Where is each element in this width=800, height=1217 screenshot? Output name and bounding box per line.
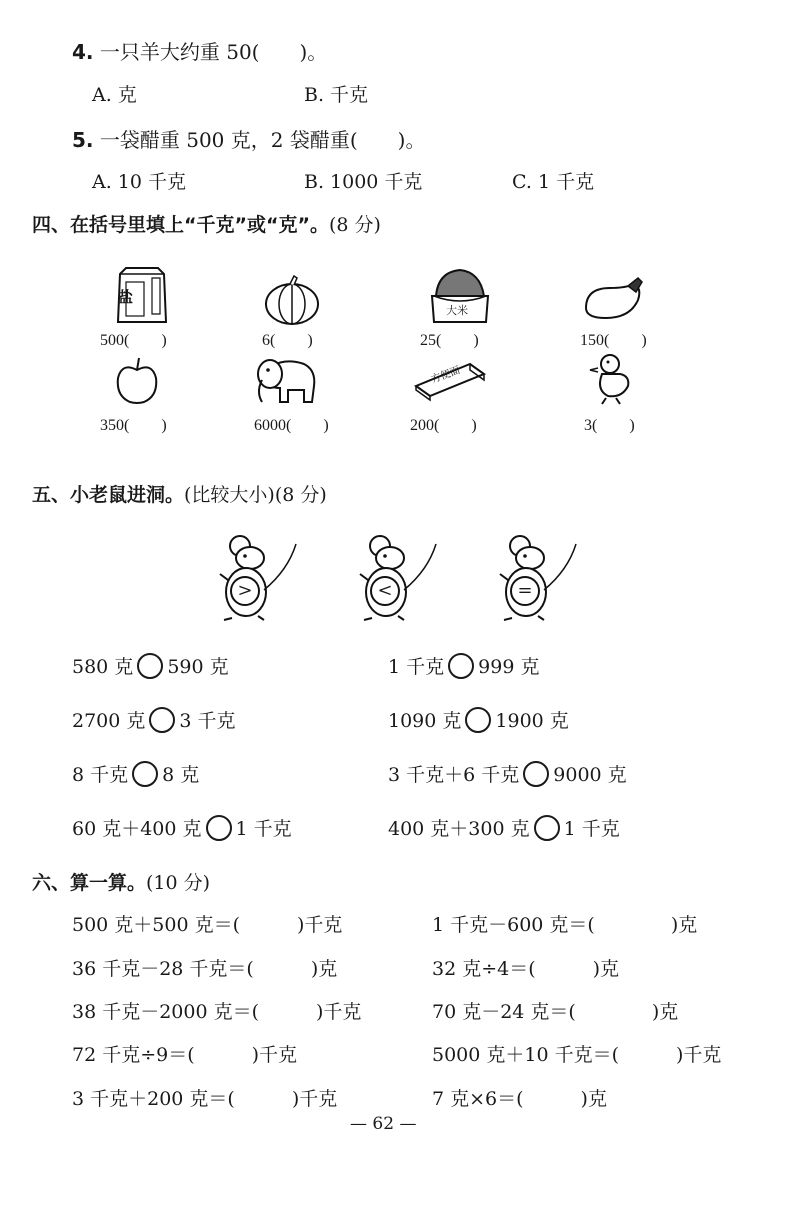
option-b: B. 1000 千克	[304, 171, 423, 193]
question-text: 一只羊大约重 50( )。	[99, 40, 328, 64]
calc-item: 1 千克－600 克＝( )克	[432, 914, 698, 936]
mouse-icon	[358, 530, 442, 622]
rice-sack-text: 大米	[446, 305, 468, 317]
noodle-text: 方便面	[429, 365, 462, 386]
calc-item: 500 克＋500 克＝( )千克	[72, 914, 343, 936]
compare-left: 2700 克	[72, 710, 146, 732]
weight-label: 200( )	[410, 417, 477, 434]
option-a: A. 克	[92, 84, 137, 106]
page-number: — 62 —	[350, 1114, 417, 1134]
compare-right: 8 克	[162, 764, 200, 786]
section-points: (比较大小)(8 分)	[184, 484, 327, 506]
mouse-symbol: >	[230, 576, 260, 606]
section-title-text: 六、算一算。	[32, 872, 147, 894]
calc-item: 5000 克＋10 千克＝( )千克	[432, 1044, 722, 1066]
question-5	[72, 124, 425, 153]
comparison-item	[388, 760, 627, 787]
weight-label: 3( )	[584, 417, 635, 434]
section-4-title	[32, 210, 381, 237]
question-number: 5.	[72, 128, 94, 152]
option-c: C. 1 千克	[512, 171, 595, 193]
section-6-title	[32, 868, 210, 895]
calc-item: 70 克－24 克＝( )克	[432, 1001, 679, 1023]
compare-left: 3 千克＋6 千克	[388, 764, 520, 786]
compare-circle[interactable]	[137, 653, 163, 679]
mouse-icon	[218, 530, 302, 622]
calc-item: 36 千克－28 千克＝( )克	[72, 958, 338, 980]
compare-circle[interactable]	[448, 653, 474, 679]
compare-left: 400 克＋300 克	[388, 818, 530, 840]
comparison-item	[72, 706, 236, 733]
weight-label: 500( )	[100, 332, 167, 349]
compare-circle[interactable]	[132, 761, 158, 787]
calc-item: 72 千克÷9＝( )千克	[72, 1044, 298, 1066]
compare-left: 1 千克	[388, 656, 445, 678]
question-number: 4.	[72, 40, 94, 64]
weight-label: 350( )	[100, 417, 167, 434]
compare-left: 580 克	[72, 656, 134, 678]
compare-right: 1900 克	[495, 710, 569, 732]
comparison-item	[72, 814, 292, 841]
compare-circle[interactable]	[523, 761, 549, 787]
weight-label: 150( )	[580, 332, 647, 349]
section-5-title	[32, 480, 327, 507]
mouse-icon	[498, 530, 582, 622]
compare-right: 999 克	[478, 656, 540, 678]
comparison-item	[388, 814, 620, 841]
compare-circle[interactable]	[465, 707, 491, 733]
compare-left: 8 千克	[72, 764, 129, 786]
weight-label: 6( )	[262, 332, 313, 349]
comparison-item	[72, 652, 229, 679]
section-title-text: 四、在括号里填上“千克”或“克”。	[32, 214, 329, 236]
option-a: A. 10 千克	[92, 171, 187, 193]
calc-item: 7 克×6＝( )克	[432, 1088, 607, 1110]
weight-label: 25( )	[420, 332, 479, 349]
salt-bag-text: 盐	[118, 290, 134, 306]
section-title-text: 五、小老鼠进洞。	[32, 484, 185, 506]
compare-right: 1 千克	[563, 818, 620, 840]
calc-item: 32 克÷4＝( )克	[432, 958, 620, 980]
comparison-item	[72, 760, 199, 787]
duck-icon	[588, 350, 634, 406]
compare-circle[interactable]	[206, 815, 232, 841]
elephant-icon	[252, 352, 320, 408]
question-text: 一袋醋重 500 克，2 袋醋重( )。	[99, 128, 426, 152]
compare-circle[interactable]	[534, 815, 560, 841]
weight-label: 6000( )	[254, 417, 329, 434]
calc-item: 38 千克－2000 克＝( )千克	[72, 1001, 362, 1023]
compare-right: 9000 克	[553, 764, 627, 786]
comparison-item	[388, 652, 539, 679]
mouse-symbol: =	[510, 576, 540, 606]
apple-icon	[112, 356, 162, 406]
mouse-symbol: <	[370, 576, 400, 606]
compare-circle[interactable]	[149, 707, 175, 733]
option-b: B. 千克	[304, 84, 369, 106]
compare-right: 3 千克	[179, 710, 236, 732]
comparison-item	[388, 706, 569, 733]
compare-left: 60 克＋400 克	[72, 818, 202, 840]
question-4	[72, 36, 327, 65]
rice-sack-icon	[428, 266, 492, 328]
pumpkin-icon	[262, 276, 322, 326]
compare-left: 1090 克	[388, 710, 462, 732]
compare-right: 1 千克	[235, 818, 292, 840]
section-points: (8 分)	[328, 214, 381, 236]
compare-right: 590 克	[167, 656, 229, 678]
calc-item: 3 千克＋200 克＝( )千克	[72, 1088, 338, 1110]
section-points: (10 分)	[146, 872, 211, 894]
eggplant-icon	[580, 274, 646, 322]
